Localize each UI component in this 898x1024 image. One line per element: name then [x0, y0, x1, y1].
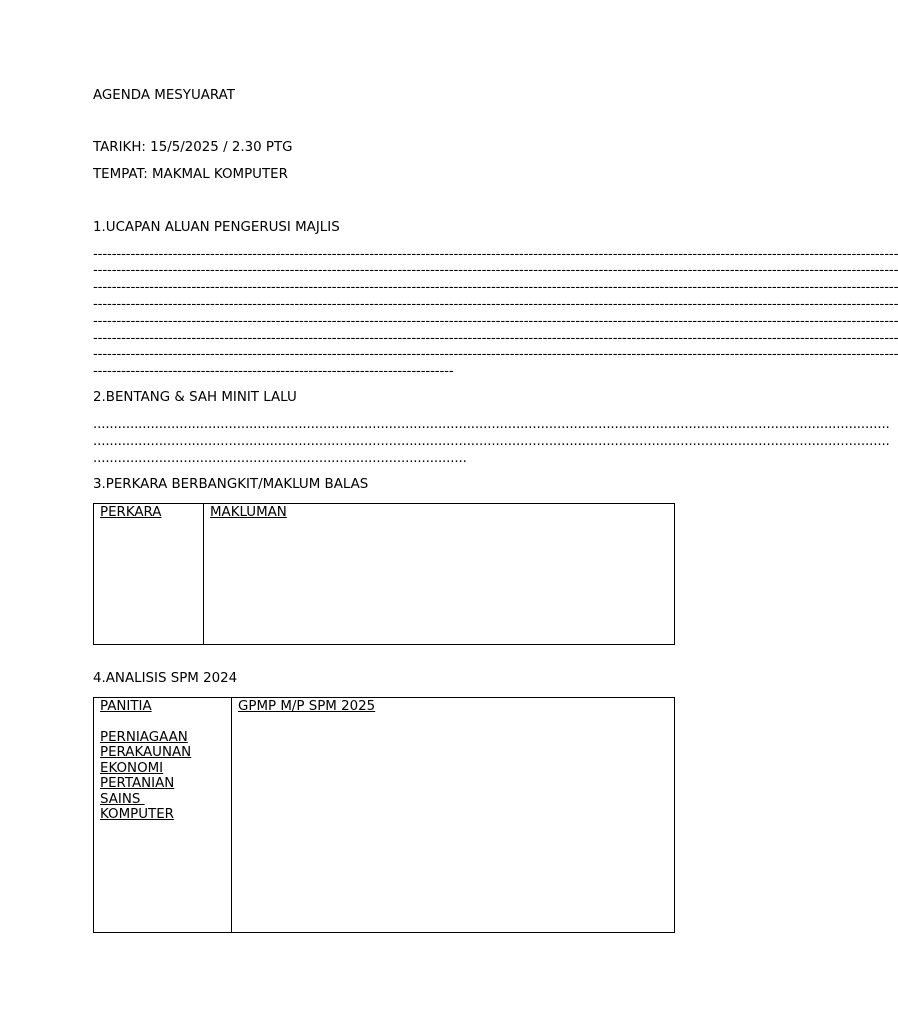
panitia-item: PERNIAGAAN: [100, 729, 188, 745]
panitia-header: PANITIA: [100, 699, 152, 714]
dash-rule-line: ----------------------------------------------------------------------------------------------------------------------------------------------------------------------------: [93, 297, 898, 312]
dash-rule-line-end: -----------------------------------------------------------------------------: [93, 364, 454, 379]
dot-rule-line: ..................................................................................................................................................................................................: [93, 417, 890, 432]
perkara-table: [93, 503, 675, 645]
date-line: TARIKH: 15/5/2025 / 2.30 PTG: [93, 140, 293, 155]
dot-rule-line: ..................................................................................................................................................................................................: [93, 434, 890, 449]
dash-rule-line: ----------------------------------------------------------------------------------------------------------------------------------------------------------------------------: [93, 347, 898, 362]
dash-rule-line: ----------------------------------------------------------------------------------------------------------------------------------------------------------------------------: [93, 263, 898, 278]
dot-rule-line-end: ...........................................................................................: [93, 451, 467, 466]
perkara-header: PERKARA: [100, 505, 162, 520]
gpmp-header: GPMP M/P SPM 2025: [238, 699, 376, 714]
dash-rule-line: ----------------------------------------------------------------------------------------------------------------------------------------------------------------------------: [93, 314, 898, 329]
agenda-title: AGENDA MESYUARAT: [93, 88, 235, 103]
section-3-heading: 3.PERKARA BERBANGKIT/MAKLUM BALAS: [93, 477, 369, 492]
panitia-column: [94, 698, 231, 932]
section-1-heading: 1.UCAPAN ALUAN PENGERUSI MAJLIS: [93, 220, 340, 235]
panitia-item: PERAKAUNAN: [100, 745, 192, 760]
dash-rule-line: ----------------------------------------------------------------------------------------------------------------------------------------------------------------------------: [93, 331, 898, 346]
panitia-item: PERTANIAN: [100, 776, 175, 791]
perkara-column: [94, 504, 203, 644]
makluman-column: [203, 504, 674, 644]
analisis-table: [93, 697, 675, 933]
makluman-header: MAKLUMAN: [210, 505, 287, 520]
panitia-item: SAINS: [100, 791, 145, 807]
section-4-heading: 4.ANALISIS SPM 2024: [93, 671, 238, 686]
panitia-item: KOMPUTER: [100, 807, 174, 822]
blank-line: [100, 715, 225, 730]
panitia-item: EKONOMI: [100, 760, 164, 776]
section-2-heading: 2.BENTANG & SAH MINIT LALU: [93, 390, 297, 405]
dash-rule-line: ----------------------------------------------------------------------------------------------------------------------------------------------------------------------------: [93, 280, 898, 295]
dash-rule-line: ----------------------------------------------------------------------------------------------------------------------------------------------------------------------------: [93, 247, 898, 262]
gpmp-column: [231, 698, 674, 932]
venue-line: TEMPAT: MAKMAL KOMPUTER: [93, 167, 288, 182]
